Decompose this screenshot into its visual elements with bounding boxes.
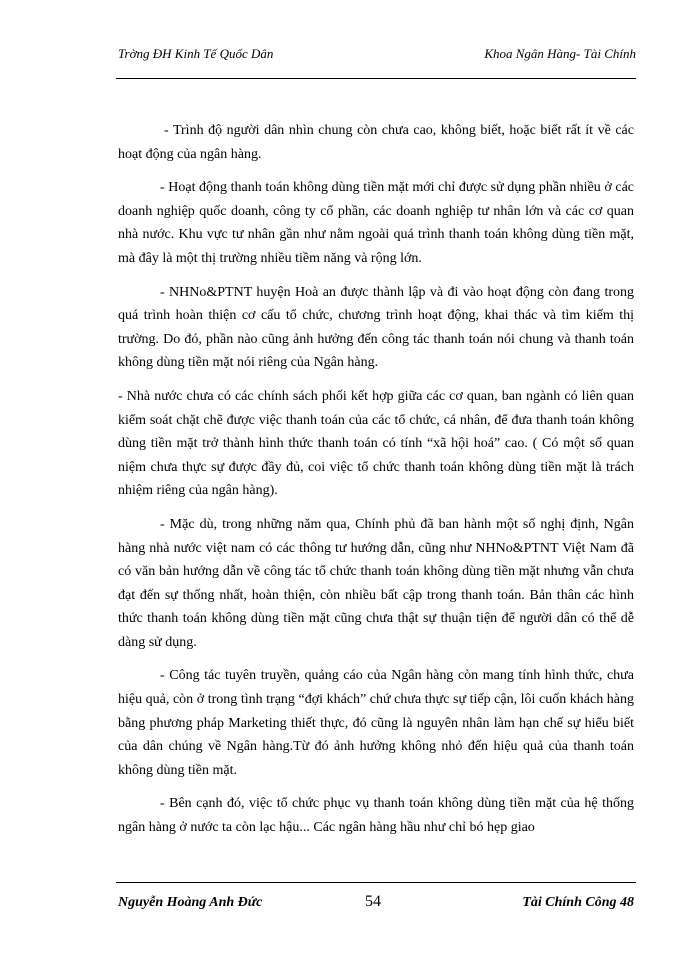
paragraph: - Nhà nước chưa có các chính sách phối kết hợp giữa các cơ quan, ban ngành có liên quan kiểm soát chặt chẽ được việc thanh toán của các tổ chức, cá nhân, để đưa thanh toán không dùng tiền mặt trở thành hình thức thanh toán có tính “xã hội hoá” cao. ( Có một số quan niệm chưa thực sự được đầy đủ, coi việc tổ chức thanh toán không dùng tiền mặt là trách nhiệm riêng của ngân hàng). <box>118 388 634 499</box>
body-text <box>118 119 634 850</box>
paragraph: - Bên cạnh đó, việc tổ chức phục vụ thanh toán không dùng tiền mặt của hệ thống ngân hàng ở nước ta còn lạc hậu... Các ngân hàng hầu như chỉ bó hẹp giao <box>118 796 634 836</box>
paragraph: - Trình độ người dân nhìn chung còn chưa cao, không biết, hoặc biết rất ít về các hoạt động của ngân hàng. <box>118 123 634 162</box>
page-header <box>118 46 636 68</box>
footer-class: Tài Chính Công 48 <box>522 895 634 910</box>
header-divider <box>116 78 636 79</box>
paragraph: - Mặc dù, trong những năm qua, Chính phủ đã ban hành một số nghị định, Ngân hàng nhà nước việt nam có các thông tư hướng dẫn, cũng như NHNo&PTNT Việt Nam đã có văn bản hướng dẫn về công tác tổ chức thanh toán không dùng tiền mặt nhưng vẫn chưa đạt đến sự thống nhất, hoàn thiện, còn nhiều bất cập trong thanh toán. Bản thân các hình thức thanh toán không dùng tiền mặt cũng chưa thật sự thuận tiện để người dân có thể dễ dàng sử dụng. <box>118 516 634 650</box>
header-faculty: Khoa Ngân Hàng- Tài Chính <box>484 46 636 61</box>
page-number: 54 <box>365 893 381 910</box>
footer-divider <box>116 882 636 883</box>
header-university: Trờng ĐH Kinh Tế Quốc Dân <box>118 46 274 61</box>
footer-author: Nguyễn Hoàng Anh Đức <box>118 895 263 910</box>
paragraph: - NHNo&PTNT huyện Hoà an được thành lập và đi vào hoạt động còn đang trong quá trình hoàn thiện cơ cấu tổ chức, chương trình hoạt động, khai thác và tìm kiếm thị trường. Do đó, phần nào cũng ảnh hưởng đến công tác thanh toán nói chung và thanh toán không dùng tiền mặt nói riêng của Ngân hàng. <box>118 284 634 371</box>
paragraph: - Công tác tuyên truyền, quảng cáo của Ngân hàng còn mang tính hình thức, chưa hiệu quả, còn ở trong tình trạng “đợi khách” chứ chưa thực sự tiếp cận, lôi cuốn khách hàng bằng phương pháp Marketing thiết thực, đó cũng là nguyên nhân làm hạn chế sự hiểu biết của dân chúng về Ngân hàng.Từ đó ảnh hưởng không nhỏ đến hiệu quả của thanh toán không dùng tiền mặt. <box>118 668 634 778</box>
paragraph: - Hoạt động thanh toán không dùng tiền mặt mới chỉ được sử dụng phần nhiều ở các doanh nghiệp quốc doanh, công ty cổ phần, các doanh nghiệp tư nhân lớn và các cơ quan nhà nước. Khu vực tư nhân gần như nằm ngoài quá trình thanh toán không dùng tiền mặt, mà đây là một thị trường nhiều tiềm năng và rộng lớn. <box>118 180 634 266</box>
page-footer <box>118 893 634 917</box>
